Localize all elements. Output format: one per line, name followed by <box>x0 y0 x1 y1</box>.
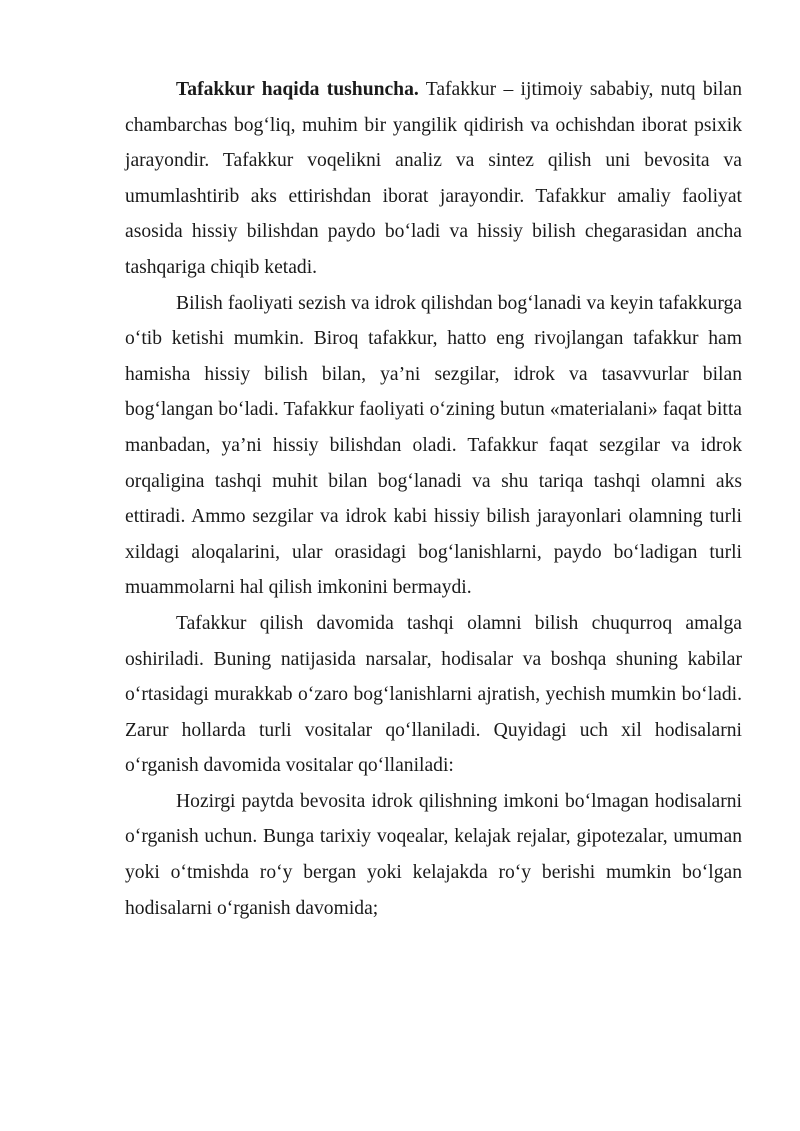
paragraph-1-text: Tafakkur – ijtimoiy sababiy, nutq bilan chambarchas bog‘liq, muhim bir yangilik qidirish va ochishdan iborat psixik jarayondir. Tafakkur voqelikni analiz va sintez qilish uni bevosita va umumlashtirib aks ettirishdan iborat jarayondir. Tafakkur amaliy faoliyat asosida hissiy bilishdan paydo bo‘ladi va hissiy bilish chegarasidan ancha tashqariga chiqib ketadi. <box>125 79 742 278</box>
paragraph-2: Bilish faoliyati sezish va idrok qilishdan bog‘lanadi va keyin tafakkurga o‘tib ketishi mumkin. Biroq tafakkur, hatto eng rivojlangan tafakkur ham hamisha hissiy bilish bilan, ya’ni sezgilar, idrok va tasavvurlar bilan bog‘langan bo‘ladi. Tafakkur faoliyati o‘zining butun «materialani» faqat bitta manbadan, ya’ni hissiy bilishdan oladi. Tafakkur faqat sezgilar va idrok orqaligina tashqi muhit bilan bog‘lanadi va shu tariqa tashqi olamni aks ettiradi. Ammo sezgilar va idrok kabi hissiy bilish jarayonlari olamning turli xildagi aloqalarini, ular orasidagi bog‘lanishlarni, paydo bo‘ladigan turli muammolarni hal qilish imkonini bermaydi. <box>125 292 742 599</box>
body-text <box>125 72 742 926</box>
paragraph-1 <box>125 72 742 286</box>
section-heading: Tafakkur haqida tushuncha. <box>176 79 419 100</box>
paragraph-3: Tafakkur qilish davomida tashqi olamni bilish chuqurroq amalga oshiriladi. Buning natijasida narsalar, hodisalar va boshqa shuning kabilar o‘rtasidagi murakkab o‘zaro bog‘lanishlarni ajratish, yechish mumkin bo‘ladi. Zarur hollarda turli vositalar qo‘llaniladi. Quyidagi uch xil hodisalarni o‘rganish davomida vositalar qo‘llaniladi: <box>125 612 742 777</box>
paragraph-4: Hozirgi paytda bevosita idrok qilishning imkoni bo‘lmagan hodisalarni o‘rganish uchun. Bunga tarixiy voqealar, kelajak rejalar, gipotezalar, umuman yoki o‘tmishda ro‘y bergan yoki kelajakda ro‘y berishi mumkin bo‘lgan hodisalarni o‘rganish davomida; <box>125 790 742 919</box>
